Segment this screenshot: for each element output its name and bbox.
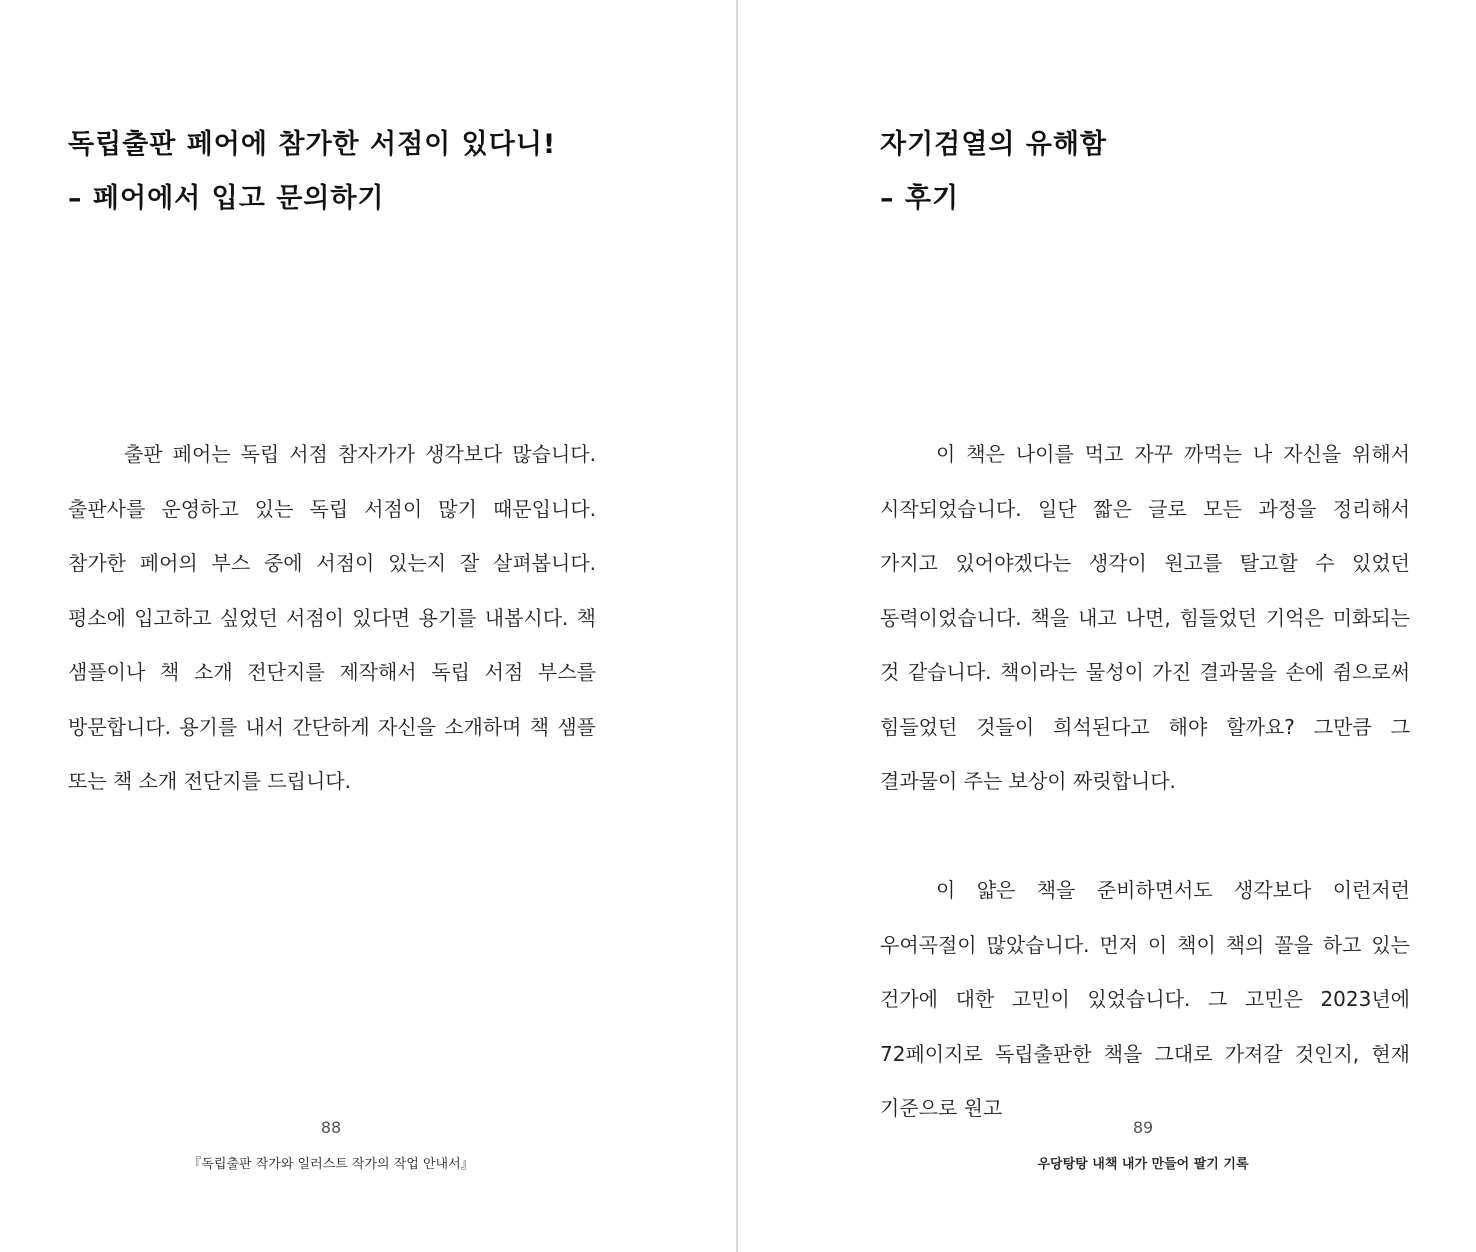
- running-footer-title: 우당탕탕 내책 내가 만들어 팔기 기록: [1037, 1157, 1249, 1172]
- chapter-title-line-1: 자기검열의 유해함: [880, 129, 1108, 160]
- right-page: [738, 0, 1476, 1252]
- chapter-title-line-1: 독립출판 페어에 참가한 서점이 있다니!: [68, 129, 557, 160]
- body-text: [68, 427, 596, 863]
- left-page: [0, 0, 736, 1252]
- running-footer-title: 『독립출판 작가와 일러스트 작가의 작업 안내서』: [188, 1157, 474, 1172]
- body-text: [880, 427, 1410, 1190]
- chapter-title: [68, 118, 556, 226]
- paragraph: 이 책은 나이를 먹고 자꾸 까먹는 나 자신을 위해서 시작되었습니다. 일단 짧은 글로 모든 과정을 정리해서 가지고 있어야겠다는 생각이 원고를 탈고할 수 있었던 동력이었습니다. 책을 내고 나면, 힘들었던 기억은 미화되는 것 같습니다. 책이라는 물성이 가진 결과물을 손에 쥠으로써 힘들었던 것들이 희석된다고 해야 할까요? 그만큼 그 결과물이 주는 보상이 짜릿합니다.: [880, 442, 1410, 793]
- paragraph: 이 얇은 책을 준비하면서도 생각보다 이런저런 우여곡절이 많았습니다. 먼저 이 책이 책의 꼴을 하고 있는 건가에 대한 고민이 있었습니다. 그 고민은 2023년에 72페이지로 독립출판한 책을 그대로 가져갈 것인지, 현재 기준으로 원고: [880, 878, 1410, 1120]
- paragraph: 출판 페어는 독립 서점 참자가가 생각보다 많습니다. 출판사를 운영하고 있는 독립 서점이 많기 때문입니다. 참가한 페어의 부스 중에 서점이 있는지 잘 살펴봅니다. 평소에 입고하고 싶었던 서점이 있다면 용기를 내봅시다. 책 샘플이나 책 소개 전단지를 제작해서 독립 서점 부스를 방문합니다. 용기를 내서 간단하게 자신을 소개하며 책 샘플 또는 책 소개 전단지를 드립니다.: [68, 442, 596, 793]
- page-number: 88: [320, 1118, 342, 1137]
- chapter-subtitle: – 페어에서 입고 문의하기: [68, 183, 385, 214]
- chapter-title: [880, 118, 1107, 226]
- chapter-subtitle: – 후기: [880, 183, 960, 214]
- page-number: 89: [1132, 1118, 1154, 1137]
